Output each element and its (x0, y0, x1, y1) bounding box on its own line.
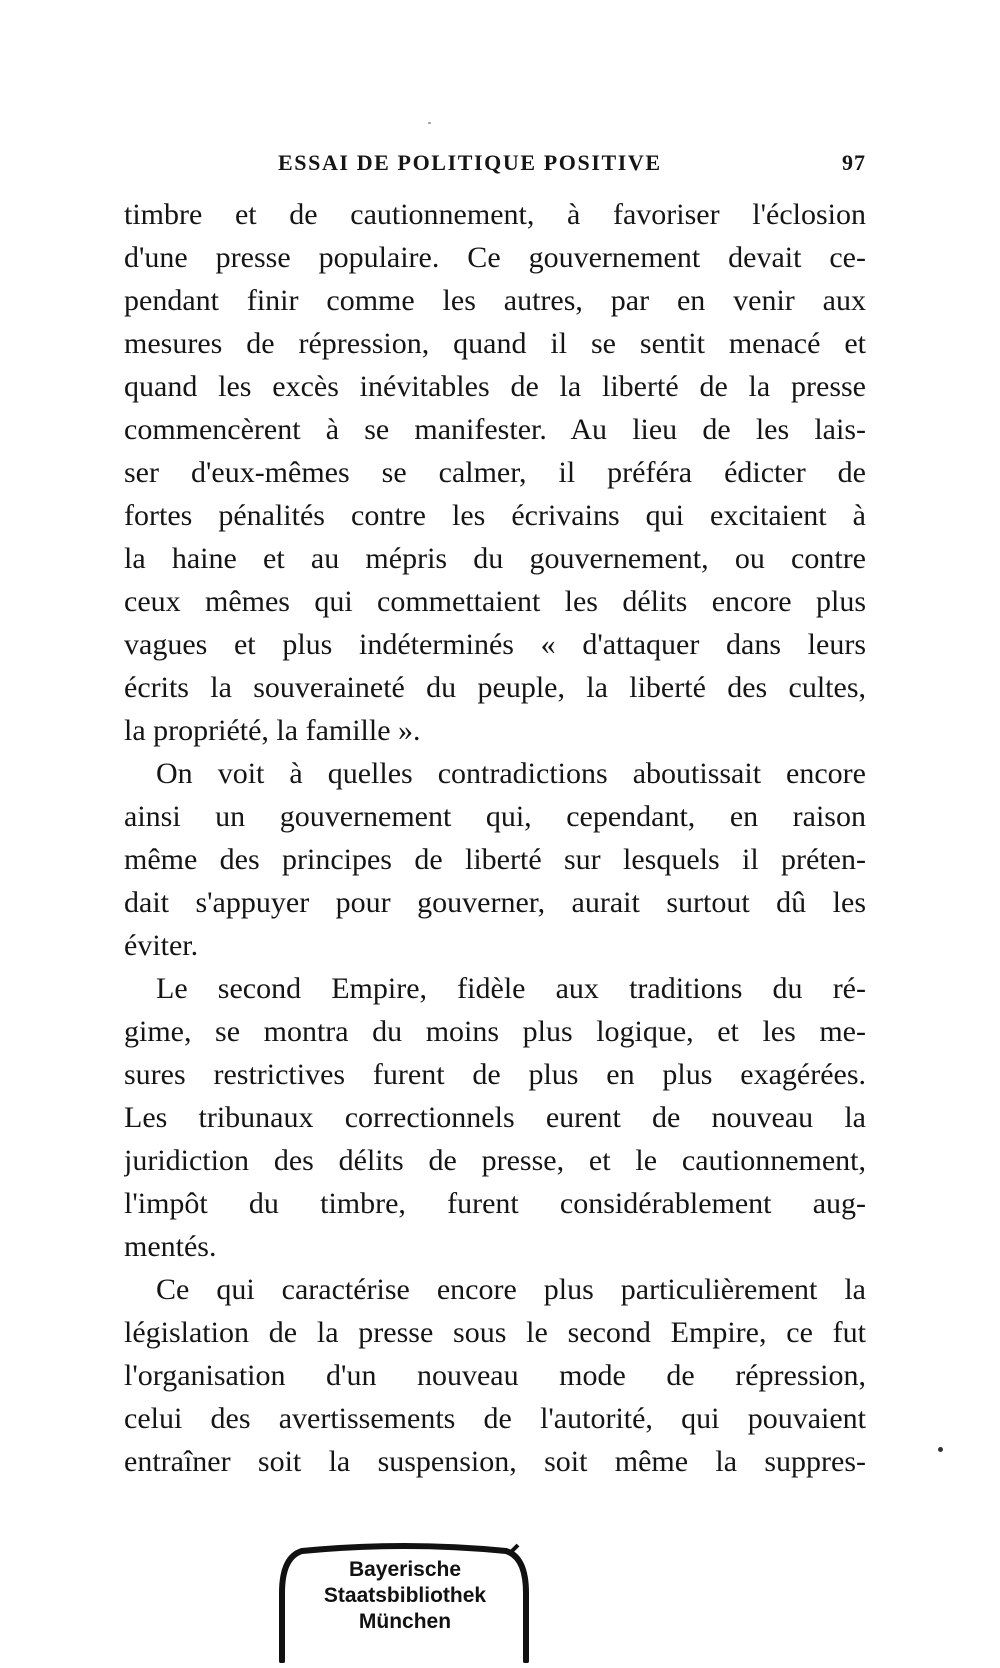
text-line: écrits la souveraineté du peuple, la liberté des cultes, (124, 671, 866, 704)
text-line: celui des avertissements de l'autorité, qui pouvaient (124, 1402, 866, 1435)
text-line: ceux mêmes qui commettaient les délits encore plus (124, 585, 866, 618)
paragraph-4 (124, 1268, 866, 1483)
text-line: éviter. (124, 929, 199, 962)
text-line: entraîner soit la suspension, soit même la suppres- (124, 1445, 866, 1478)
page-number: 97 (842, 150, 866, 175)
stamp-text (274, 1557, 536, 1635)
text-line: d'une presse populaire. Ce gouvernement devait ce- (124, 241, 866, 274)
text-line: On voit à quelles contradictions aboutissait encore (156, 757, 866, 790)
text-line: l'impôt du timbre, furent considérablement aug- (124, 1187, 866, 1220)
text-line: ser d'eux-mêmes se calmer, il préféra édicter de (124, 456, 866, 489)
text-line: sures restrictives furent de plus en plus exagérées. (124, 1058, 866, 1091)
text-line: Les tribunaux correctionnels eurent de nouveau la (124, 1101, 866, 1134)
text-line: l'organisation d'un nouveau mode de répression, (124, 1359, 866, 1392)
text-line: vagues et plus indéterminés « d'attaquer dans leurs (124, 628, 866, 661)
text-line: législation de la presse sous le second Empire, ce fut (124, 1316, 866, 1349)
text-line: Ce qui caractérise encore plus particulièrement la (156, 1273, 866, 1306)
text-line: Le second Empire, fidèle aux traditions du ré- (156, 972, 866, 1005)
text-line: timbre et de cautionnement, à favoriser l'éclosion (124, 198, 866, 231)
stamp-line: München (358, 1610, 452, 1633)
library-stamp (274, 1543, 536, 1663)
text-line: gime, se montra du moins plus logique, et les me- (124, 1015, 866, 1048)
paragraph-1 (124, 193, 866, 752)
scan-speck (428, 122, 431, 124)
text-line: mesures de répression, quand il se sentit menacé et (124, 327, 866, 360)
text-line: dait s'appuyer pour gouverner, aurait surtout dû les (124, 886, 866, 919)
stamp-line: Staatsbibliothek (323, 1584, 487, 1607)
text-line: même des principes de liberté sur lesquels il préten- (124, 843, 866, 876)
running-head (124, 150, 866, 180)
paragraph-3 (124, 967, 866, 1268)
paragraph-2 (124, 752, 866, 967)
text-line: la haine et au mépris du gouvernement, ou contre (124, 542, 866, 575)
text-line: quand les excès inévitables de la liberté de la presse (124, 370, 866, 403)
text-line: fortes pénalités contre les écrivains qui excitaient à (124, 499, 866, 532)
text-line: ainsi un gouvernement qui, cependant, en raison (124, 800, 866, 833)
scan-speck (938, 1447, 943, 1452)
stamp-line: Bayerische (348, 1558, 462, 1581)
text-line: pendant finir comme les autres, par en venir aux (124, 284, 866, 317)
text-line: commencèrent à se manifester. Au lieu de les lais- (124, 413, 866, 446)
text-line: la propriété, la famille ». (124, 714, 421, 747)
running-title: ESSAI DE POLITIQUE POSITIVE (278, 150, 662, 175)
text-line: juridiction des délits de presse, et le cautionnement, (124, 1144, 866, 1177)
body-text (124, 193, 866, 1483)
text-line: mentés. (124, 1230, 217, 1263)
